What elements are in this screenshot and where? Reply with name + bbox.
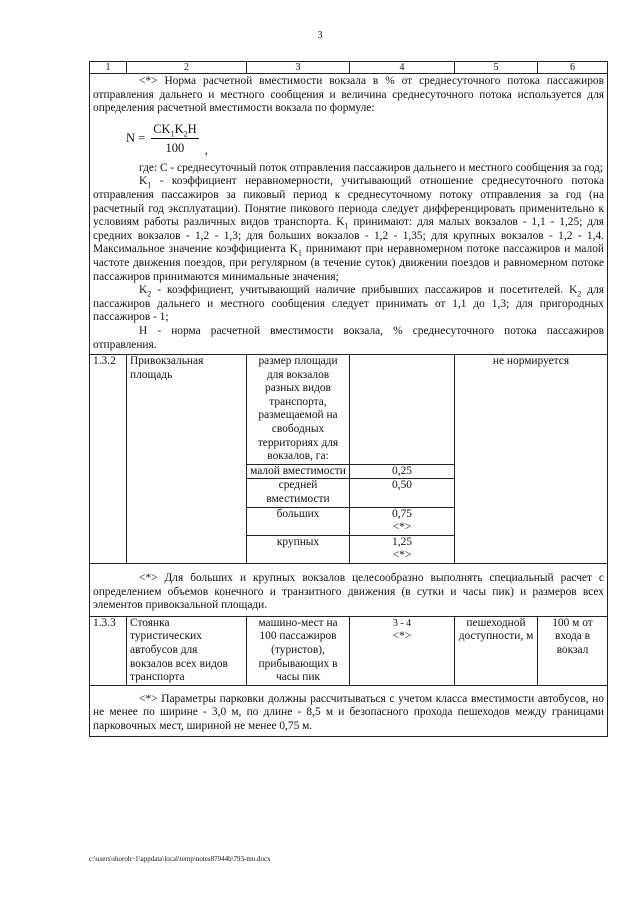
capacity-note (90, 74, 608, 355)
footnote-mark: <*> (392, 630, 412, 643)
size-label: крупных (247, 535, 350, 563)
size-label: больших (247, 507, 350, 535)
row-1-3-3-distance: 100 м от входа в вокзал (538, 616, 608, 685)
size-value-cell (350, 535, 455, 563)
row-1-3-3-name: Стоянка туристических автобусов для вокзалов всех видов транспорта (127, 616, 247, 685)
col-header-3: 3 (247, 62, 350, 74)
row-1-3-2 (90, 355, 608, 465)
note-row-parking (90, 685, 608, 736)
page-number: 3 (317, 30, 323, 41)
row-1-3-3-access: пешеходной доступности, м (455, 616, 538, 685)
column-number-row (90, 62, 608, 74)
row-1-3-2-empty-value (350, 355, 455, 465)
note-intro: <*> Норма расчетной вместимости вокзала в % от среднесуточного потока пассажиров отправления дальнего и местного сообщения и величина среднесуточного потока используется для определения расчетной вместимости вокзала по формуле: (93, 75, 604, 115)
footnote-mark: <*> (392, 549, 412, 562)
note-k2: $K_2$ - коэффициент, учитывающий наличие прибывших пассажиров и посетителей. $K_2$ для пассажиров дальнего и местного сообщения следует принимать от 1,1 до 1,3; для пригородных пассажиров - 1; (93, 284, 604, 324)
note-k1: $K_1$ - коэффициент неравномерности, учитывающий отношение среднесуточного потока отправления пассажиров за пиковый период к среднесуточному потоку отправления за год (на расчетный год эксплуатации). Понятие пикового периода следует дифференцировать применительно к условиям работы различных видов транспорта. $K_1$ принимают: для малых вокзалов - 1,1 - 1,25; для средних вокзалов - 1,2 - 1,3; для больших вокзалов - 1,2 - 1,35; для крупных вокзалов - 1,2 - 1,4. Максимальное значение коэффициента $K_1$ принимают при неравномерном потоке пассажиров и малой частоте движения поездов, при регулярном (в течение суток) движении поездов и равномерном потоке пассажиров принимаются минимальные значения; (93, 175, 604, 283)
col-header-1: 1 (90, 62, 127, 74)
row-1-3-3 (90, 616, 608, 685)
col-header-2: 2 (127, 62, 247, 74)
capacity-formula (126, 118, 604, 160)
size-value-cell (350, 507, 455, 535)
formula-numerator: $CK_1K_2H$ (153, 121, 197, 139)
size-value: 0,25 (350, 464, 455, 479)
note-row-formula (90, 74, 608, 355)
document-table-wrapper (89, 61, 607, 737)
note-h: H - норма расчетной вместимости вокзала, % среднесуточного потока пассажиров отправления. (93, 324, 604, 351)
row-1-3-3-number: 1.3.3 (90, 616, 127, 685)
row-1-3-2-name: Привокзальная площадь (127, 355, 247, 564)
formula-lhs: N = (126, 130, 146, 145)
col-header-4: 4 (350, 62, 455, 74)
size-label: малой вместимости (247, 464, 350, 479)
row-1-3-3-unit: машино-мест на 100 пассажиров (туристов), прибывающих в часы пик (247, 616, 350, 685)
parking-note (90, 685, 608, 736)
station-square-note (90, 564, 608, 617)
row-1-3-2-number: 1.3.2 (90, 355, 127, 564)
row-1-3-3-value-cell (350, 616, 455, 685)
size-value: 0,75 (392, 507, 412, 520)
size-label: средней вместимости (247, 479, 350, 507)
note-text: <*> Для больших и крупных вокзалов целесообразно выполнять специальный расчет с определением объемов конечного и транзитного движения (в сутки и часы пик) и размеров всех элементов привокзальной площади. (93, 572, 604, 612)
file-path-footer: c:\users\shoroh~1\appdata\local\temp\notes87944b\793-mu.docx (89, 855, 271, 863)
row-1-3-3-value: 3 - 4 (392, 617, 412, 629)
col-header-6: 6 (538, 62, 608, 74)
formula-comma: , (204, 143, 208, 158)
note-row-station-square (90, 564, 608, 617)
formula-fraction (151, 122, 198, 156)
size-value: 1,25 (392, 535, 412, 548)
note-where-c: где: C - среднесуточный поток отправления пассажиров дальнего и местного сообщения за год; (139, 161, 604, 174)
footnote-mark: <*> (392, 521, 412, 534)
row-1-3-2-unit: размер площади для вокзалов разных видов транспорта, размещаемой на свободных территориях для вокзалов, га: (247, 355, 350, 465)
row-1-3-2-not-regulated: не нормируется (455, 355, 608, 564)
size-value: 0,50 (350, 479, 455, 507)
formula-denominator: 100 (165, 140, 185, 155)
note-text: <*> Параметры парковки должны рассчитываться с учетом класса вместимости автобусов, но не менее по ширине - 3,0 м, по длине - 8,5 м и безопасного прохода пешеходов между границами парковочных мест, шириной не менее 0,75 м. (93, 692, 604, 732)
col-header-5: 5 (455, 62, 538, 74)
norms-table (89, 61, 608, 737)
